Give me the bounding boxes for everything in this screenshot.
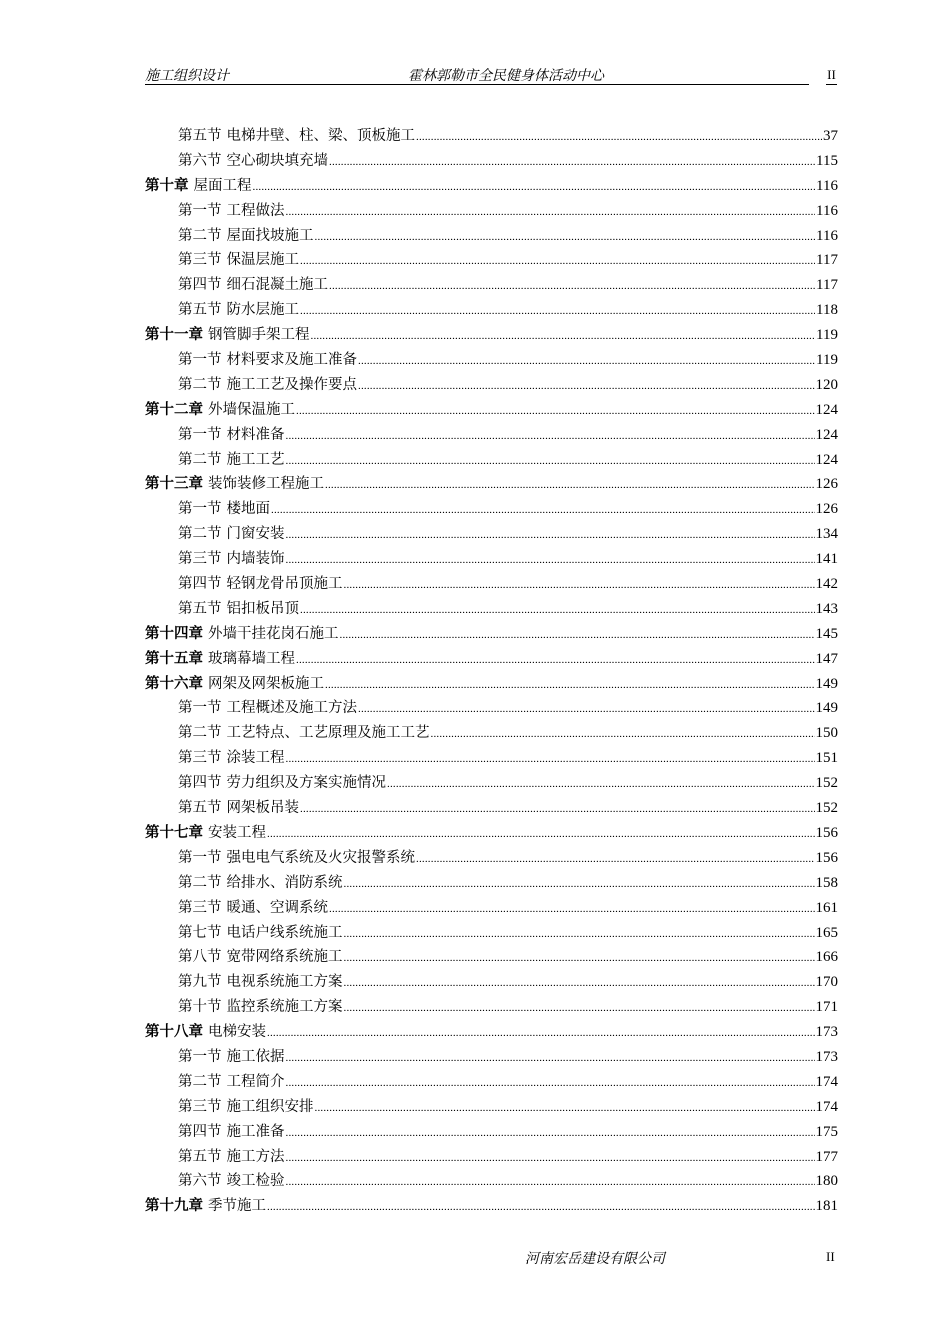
toc-section-entry[interactable]: [145, 199, 838, 224]
toc-entry-title: 铝扣板吊顶: [226, 600, 299, 617]
toc-entry-title: 电话户线系统施工: [226, 924, 343, 941]
toc-entry-title: 装饰装修工程施工: [208, 476, 324, 493]
toc-dot-leader: [286, 424, 815, 449]
toc-entry-title: 季节施工: [208, 1198, 266, 1215]
toc-entry-page: 145: [815, 625, 838, 642]
toc-entry-title: 强电电气系统及火灾报警系统: [226, 849, 415, 866]
toc-entry-title: 材料准备: [226, 426, 285, 443]
toc-entry-title: 施工方法: [226, 1148, 285, 1165]
toc-entry-title: 电梯安装: [208, 1024, 266, 1041]
toc-entry-title: 外墙保温施工: [208, 401, 295, 418]
toc-entry-page: 174: [815, 1098, 838, 1115]
toc-entry-page: 180: [815, 1173, 838, 1190]
toc-entry-page: 119: [816, 352, 838, 369]
toc-dot-leader: [344, 946, 815, 971]
toc-section-entry[interactable]: [145, 124, 838, 149]
toc-dot-leader: [344, 573, 815, 598]
toc-entry-title: 保温层施工: [226, 252, 299, 269]
toc-entry-number: 第十章: [145, 176, 189, 194]
toc-entry-page: 141: [815, 551, 838, 568]
toc-dot-leader: [300, 797, 815, 822]
toc-dot-leader: [286, 747, 815, 772]
toc-entry-title: 屋面工程: [193, 177, 252, 194]
toc-entry-number: 第九节: [178, 974, 222, 991]
toc-entry-title: 玻璃幕墙工程: [208, 650, 295, 667]
toc-entry-page: 116: [816, 177, 838, 194]
toc-dot-leader: [286, 1146, 815, 1171]
toc-entry-title: 工程概述及施工方法: [226, 700, 357, 717]
toc-chapter-entry[interactable]: [145, 622, 838, 647]
toc-entry-number: 第二节: [178, 874, 222, 891]
toc-section-entry[interactable]: [145, 448, 838, 473]
toc-dot-leader: [267, 1195, 815, 1220]
toc-chapter-entry[interactable]: [145, 174, 838, 199]
toc-entry-title: 外墙干挂花岗石施工: [208, 625, 339, 642]
toc-entry-number: 第四节: [178, 1123, 222, 1140]
toc-entry-page: 134: [815, 526, 838, 543]
toc-dot-leader: [344, 996, 815, 1021]
toc-entry-number: 第一节: [178, 426, 222, 443]
toc-dot-leader: [329, 150, 815, 175]
toc-chapter-entry[interactable]: [145, 398, 838, 423]
toc-section-entry[interactable]: [145, 1045, 838, 1070]
toc-section-entry[interactable]: [145, 846, 838, 871]
toc-entry-page: 170: [815, 974, 838, 991]
toc-entry-number: 第五节: [178, 1148, 222, 1165]
toc-dot-leader: [286, 1121, 815, 1146]
footer-company: 河南宏岳建设有限公司: [525, 1251, 665, 1267]
toc-entry-page: 117: [816, 252, 838, 269]
toc-entry-number: 第五节: [178, 302, 222, 319]
toc-entry-page: 126: [815, 501, 838, 518]
toc-dot-leader: [300, 299, 815, 324]
toc-entry-title: 工程做法: [226, 202, 285, 219]
toc-dot-leader: [286, 200, 816, 225]
toc-dot-leader: [358, 374, 815, 399]
toc-entry-title: 工艺特点、工艺原理及施工工艺: [226, 725, 430, 742]
toc-dot-leader: [387, 772, 815, 797]
toc-dot-leader: [286, 1071, 815, 1096]
toc-dot-leader: [358, 349, 815, 374]
toc-entry-number: 第十五章: [145, 649, 203, 667]
toc-entry-title: 空心砌块填充墙: [226, 152, 328, 169]
toc-entry-title: 内墙装饰: [226, 551, 285, 568]
toc-entry-number: 第一节: [178, 1048, 222, 1065]
toc-dot-leader: [311, 324, 816, 349]
toc-section-entry[interactable]: [145, 746, 838, 771]
toc-entry-page: 151: [815, 750, 838, 767]
toc-section-entry[interactable]: [145, 248, 838, 273]
toc-entry-page: 158: [815, 874, 838, 891]
toc-section-entry[interactable]: [145, 1070, 838, 1095]
toc-dot-leader: [329, 274, 815, 299]
toc-entry-title: 细石混凝土施工: [226, 277, 328, 294]
toc-section-entry[interactable]: [145, 721, 838, 746]
toc-entry-number: 第一节: [178, 700, 222, 717]
toc-entry-number: 第十八章: [145, 1023, 203, 1041]
toc-entry-title: 门窗安装: [226, 526, 285, 543]
toc-entry-title: 网架板吊装: [226, 800, 299, 817]
toc-entry-title: 涂装工程: [226, 750, 285, 767]
toc-chapter-entry[interactable]: [145, 647, 838, 672]
toc-entry-number: 第五节: [178, 600, 222, 617]
toc-dot-leader: [431, 722, 815, 747]
toc-entry-title: 给排水、消防系统: [226, 874, 343, 891]
toc-entry-number: 第三节: [178, 1098, 222, 1115]
toc-entry-page: 149: [815, 675, 838, 692]
toc-section-entry[interactable]: [145, 995, 838, 1020]
toc-entry-number: 第三节: [178, 899, 222, 916]
toc-dot-leader: [296, 399, 815, 424]
toc-entry-number: 第六节: [178, 1173, 222, 1190]
toc-entry-page: 118: [816, 302, 838, 319]
toc-chapter-entry[interactable]: [145, 1020, 838, 1045]
toc-dot-leader: [344, 922, 815, 947]
toc-section-entry[interactable]: [145, 945, 838, 970]
toc-entry-page: 173: [815, 1048, 838, 1065]
toc-entry-number: 第二节: [178, 376, 222, 393]
toc-entry-page: 171: [815, 999, 838, 1016]
toc-chapter-entry[interactable]: [145, 821, 838, 846]
toc-section-entry[interactable]: [145, 1095, 838, 1120]
toc-entry-title: 防水层施工: [226, 302, 299, 319]
toc-dot-leader: [300, 598, 815, 623]
toc-entry-page: 119: [816, 327, 838, 344]
toc-dot-leader: [286, 548, 815, 573]
toc-entry-number: 第一节: [178, 202, 222, 219]
toc-section-entry[interactable]: [145, 373, 838, 398]
toc-section-entry[interactable]: [145, 871, 838, 896]
toc-dot-leader: [267, 1021, 815, 1046]
toc-entry-title: 施工工艺及操作要点: [226, 376, 357, 393]
toc-dot-leader: [286, 523, 815, 548]
toc-entry-title: 施工工艺: [226, 451, 285, 468]
toc-entry-page: 124: [815, 426, 838, 443]
toc-entry-number: 第二节: [178, 1073, 222, 1090]
toc-entry-number: 第二节: [178, 725, 222, 742]
toc-entry-title: 屋面找坡施工: [226, 227, 314, 244]
toc-entry-number: 第十三章: [145, 475, 203, 493]
toc-entry-number: 第十四章: [145, 624, 203, 642]
toc-entry-page: 120: [815, 376, 838, 393]
toc-entry-page: 152: [815, 800, 838, 817]
toc-entry-title: 材料要求及施工准备: [226, 352, 357, 369]
toc-chapter-entry[interactable]: [145, 672, 838, 697]
toc-entry-title: 轻钢龙骨吊顶施工: [226, 576, 343, 593]
toc-entry-title: 监控系统施工方案: [226, 999, 343, 1016]
toc-chapter-entry[interactable]: [145, 472, 838, 497]
toc-entry-number: 第八节: [178, 949, 222, 966]
toc-entry-number: 第十六章: [145, 674, 203, 692]
toc-section-entry[interactable]: [145, 348, 838, 373]
toc-section-entry[interactable]: [145, 522, 838, 547]
toc-entry-title: 工程简介: [226, 1073, 285, 1090]
toc-entry-page: 156: [815, 824, 838, 841]
page-header: [145, 64, 809, 85]
toc-entry-page: 175: [815, 1123, 838, 1140]
toc-section-entry[interactable]: [145, 1145, 838, 1170]
toc-entry-page: 116: [816, 227, 838, 244]
footer-page-number: II: [826, 1249, 835, 1264]
toc-section-entry[interactable]: [145, 1120, 838, 1145]
toc-entry-page: 177: [815, 1148, 838, 1165]
toc-entry-page: 115: [816, 152, 838, 169]
toc-entry-number: 第一节: [178, 352, 222, 369]
table-of-contents: [145, 124, 838, 1219]
toc-dot-leader: [329, 897, 815, 922]
toc-dot-leader: [286, 1046, 815, 1071]
toc-dot-leader: [325, 473, 815, 498]
toc-section-entry[interactable]: [145, 423, 838, 448]
toc-entry-number: 第十节: [178, 999, 222, 1016]
toc-entry-title: 网架及网架板施工: [208, 675, 324, 692]
toc-section-entry[interactable]: [145, 497, 838, 522]
toc-section-entry[interactable]: [145, 1169, 838, 1194]
toc-entry-page: 156: [815, 849, 838, 866]
toc-dot-leader: [344, 971, 815, 996]
toc-entry-page: 149: [815, 700, 838, 717]
toc-section-entry[interactable]: [145, 572, 838, 597]
toc-entry-page: 124: [815, 401, 838, 418]
toc-entry-title: 施工组织安排: [226, 1098, 314, 1115]
toc-entry-page: 165: [815, 924, 838, 941]
toc-section-entry[interactable]: [145, 921, 838, 946]
toc-entry-page: 142: [815, 576, 838, 593]
toc-entry-number: 第十七章: [145, 823, 203, 841]
toc-entry-number: 第一节: [178, 501, 222, 518]
toc-entry-number: 第三节: [178, 750, 222, 767]
toc-entry-page: 166: [815, 949, 838, 966]
toc-entry-page: 117: [816, 277, 838, 294]
toc-dot-leader: [315, 225, 816, 250]
toc-section-entry[interactable]: [145, 696, 838, 721]
toc-entry-page: 152: [815, 775, 838, 792]
toc-entry-number: 第一节: [178, 849, 222, 866]
toc-section-entry[interactable]: [145, 224, 838, 249]
toc-entry-number: 第十一章: [145, 326, 203, 344]
toc-entry-number: 第二节: [178, 227, 222, 244]
toc-entry-page: 174: [815, 1073, 838, 1090]
toc-entry-title: 安装工程: [208, 824, 266, 841]
toc-entry-title: 劳力组织及方案实施情况: [226, 775, 386, 792]
toc-dot-leader: [325, 673, 815, 698]
toc-entry-page: 37: [823, 128, 838, 144]
toc-entry-number: 第六节: [178, 152, 222, 169]
toc-dot-leader: [416, 847, 815, 872]
toc-dot-leader: [358, 697, 815, 722]
toc-chapter-entry[interactable]: [145, 1194, 838, 1219]
toc-entry-page: 147: [815, 650, 838, 667]
toc-section-entry[interactable]: [145, 149, 838, 174]
toc-section-entry[interactable]: [145, 298, 838, 323]
toc-entry-title: 施工依据: [226, 1048, 285, 1065]
toc-dot-leader: [286, 449, 815, 474]
toc-entry-title: 宽带网络系统施工: [226, 949, 343, 966]
toc-section-entry[interactable]: [145, 771, 838, 796]
toc-chapter-entry[interactable]: [145, 323, 838, 348]
toc-entry-title: 电视系统施工方案: [226, 974, 343, 991]
toc-entry-number: 第三节: [178, 252, 222, 269]
toc-entry-title: 竣工检验: [226, 1173, 285, 1190]
toc-entry-number: 第二节: [178, 451, 222, 468]
toc-entry-title: 暖通、空调系统: [226, 899, 328, 916]
toc-entry-title: 施工准备: [226, 1123, 285, 1140]
toc-entry-page: 143: [815, 600, 838, 617]
toc-section-entry[interactable]: [145, 796, 838, 821]
toc-entry-page: 124: [815, 451, 838, 468]
toc-section-entry[interactable]: [145, 896, 838, 921]
toc-dot-leader: [344, 872, 815, 897]
toc-entry-title: 楼地面: [226, 501, 270, 518]
toc-entry-number: 第三节: [178, 551, 222, 568]
toc-entry-page: 150: [815, 725, 838, 742]
toc-entry-number: 第二节: [178, 526, 222, 543]
toc-dot-leader: [300, 249, 815, 274]
toc-dot-leader: [253, 175, 816, 200]
toc-entry-page: 161: [815, 899, 838, 916]
toc-section-entry[interactable]: [145, 273, 838, 298]
toc-dot-leader: [271, 498, 815, 523]
toc-section-entry[interactable]: [145, 547, 838, 572]
header-doc-type: 施工组织设计: [145, 68, 229, 84]
toc-dot-leader: [416, 125, 822, 150]
toc-section-entry[interactable]: [145, 970, 838, 995]
toc-dot-leader: [315, 1096, 815, 1121]
toc-entry-page: 173: [815, 1024, 838, 1041]
toc-dot-leader: [340, 623, 815, 648]
toc-entry-number: 第七节: [178, 924, 222, 941]
toc-section-entry[interactable]: [145, 597, 838, 622]
toc-entry-page: 126: [815, 476, 838, 493]
toc-entry-number: 第十九章: [145, 1197, 203, 1215]
toc-entry-title: 钢管脚手架工程: [208, 327, 310, 344]
toc-entry-number: 第十二章: [145, 400, 203, 418]
toc-entry-page: 181: [815, 1198, 838, 1215]
toc-entry-title: 电梯井壁、柱、梁、顶板施工: [226, 128, 415, 144]
toc-entry-number: 第五节: [178, 128, 222, 144]
toc-dot-leader: [296, 648, 815, 673]
header-project-name: 霍林郭勒市全民健身体活动中心: [408, 68, 604, 84]
toc-dot-leader: [286, 1170, 815, 1195]
toc-entry-number: 第四节: [178, 277, 222, 294]
toc-entry-number: 第四节: [178, 576, 222, 593]
toc-entry-page: 116: [816, 202, 838, 219]
toc-dot-leader: [267, 822, 815, 847]
toc-entry-number: 第五节: [178, 800, 222, 817]
toc-entry-number: 第四节: [178, 775, 222, 792]
header-page-number: II: [826, 64, 837, 85]
